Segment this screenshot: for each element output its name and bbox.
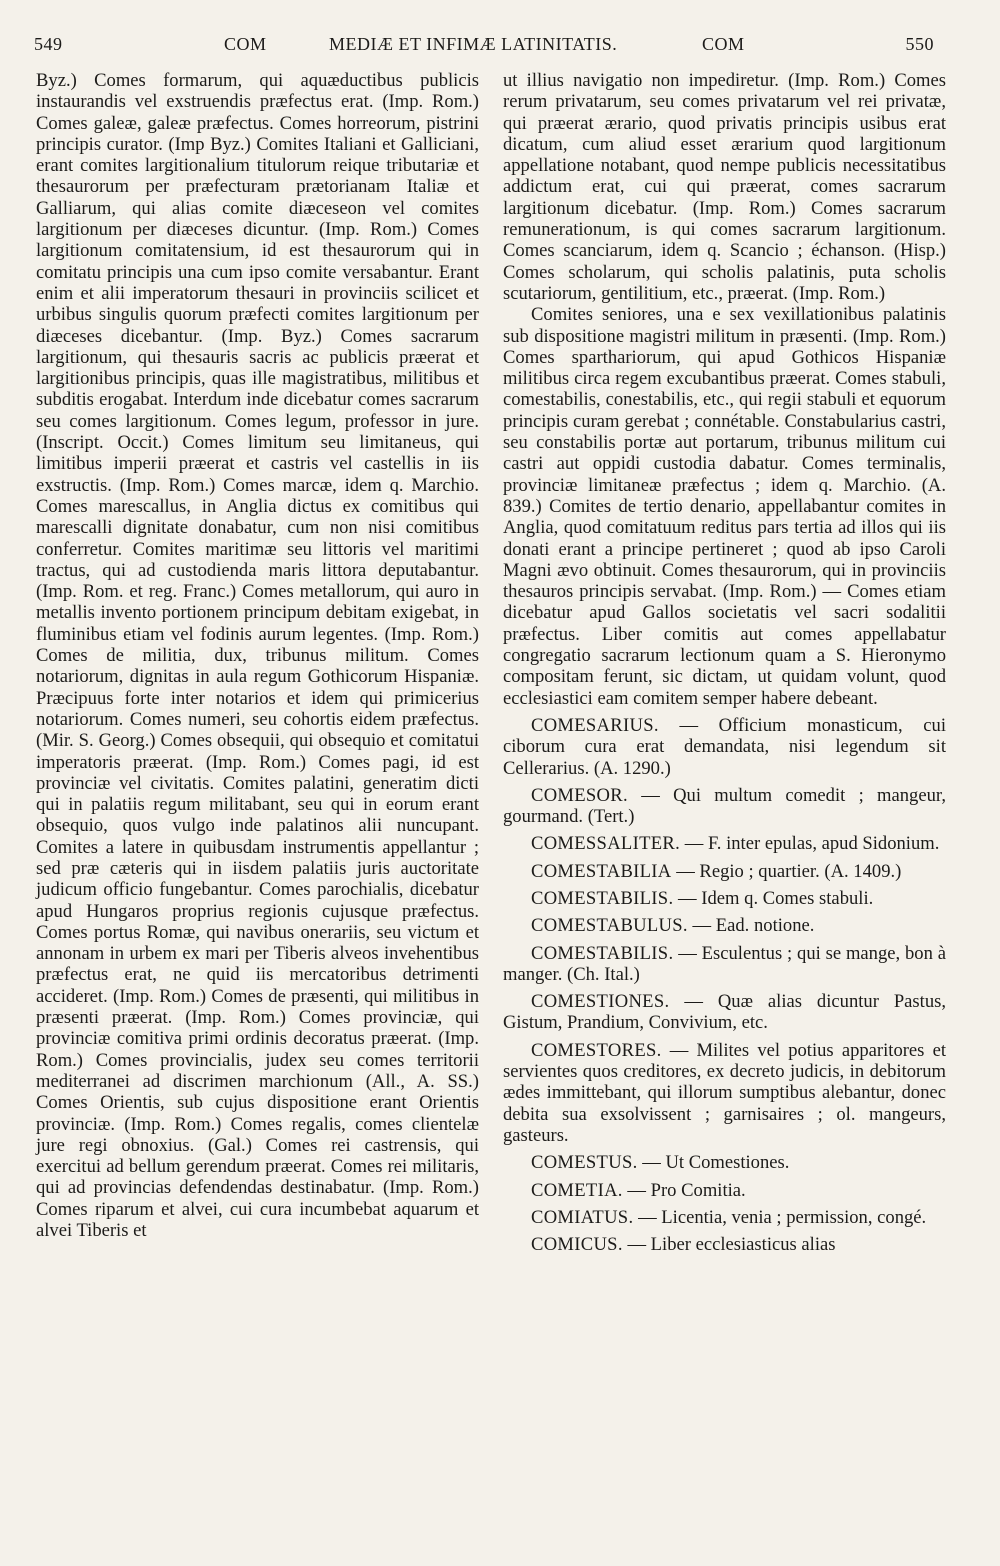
right-column xyxy=(503,70,946,1255)
entry-definition: — Quæ alias dicuntur Pastus, Gistum, Prandium, Convivium, etc. xyxy=(503,991,947,1034)
entry-definition: — Esculentus ; qui se mange, bon à manger. (Ch. Ital.) xyxy=(503,942,946,985)
entry-headword: COMESTABILIS. xyxy=(531,887,674,909)
comites-seniores-paragraph: Comites seniores, una e sex vexillationibus palatinis sub dispositione magistri militum in præsenti. (Imp. Rom.) Comes sparthariorum, qui apud Gothicos Hispaniæ militibus circa regem excubantibus præerat. Comes stabuli, comestabilis, conestabilis, etc., qui regii stabuli et equorum principis curam gerebat ; connétable. Constabularius castri, seu constabilis portæ aut portarum, tribunus militum cui castri aut oppidi custodia dabatur. Comes terminalis, provinciæ limitaneæ præfectus ; idem q. Marchio. (A. 839.) Comites de tertio denario, appellabantur comites in Anglia, quod comitatuum reditus pars tertia ad illos qui iis donati erant a principe pertineret ; quod ab ipso Caroli Magni ævo obtinuit. Comes thesaurorum, qui in provinciis thesauros principis servabat. (Imp. Rom.) — Comes etiam dicebatur apud Gallos societatis vel sacri sodalitii præfectus. Liber comitis aut comes appellabatur congregatio sacrarum lectionum quam a S. Hieronymo compositam ferunt, sic dictam, ut quidam volunt, quod ecclesiastici eam comitem semper habere debeant. xyxy=(503,304,946,709)
entry-cometia xyxy=(503,1180,946,1201)
entry-definition: — Licentia, venia ; permission, congé. xyxy=(638,1206,927,1228)
entry-headword: COMETIA. xyxy=(531,1179,623,1201)
entry-definition: — F. inter epulas, apud Sidonium. xyxy=(684,833,940,855)
right-page-number: 550 xyxy=(905,34,934,54)
entry-headword: COMESTORES. xyxy=(531,1039,662,1061)
entry-definition: — Pro Comitia. xyxy=(627,1179,746,1201)
entry-definition: — Milites vel potius apparitores et servientes quos creditores, ex decreto judicis, in debitorum ædes immittebant, qui illorum sumptibus alebantur, donec debita sua exsolvissent ; garnisaires ; ol. mangeurs, gasteurs. xyxy=(503,1039,947,1146)
entry-comicus xyxy=(503,1234,946,1255)
entry-comestabulus xyxy=(503,915,946,936)
entry-definition: — Qui multum comedit ; mangeur, gourmand. (Tert.) xyxy=(503,784,946,828)
left-column-text: Byz.) Comes formarum, qui aquæductibus publicis instaurandis vel exstruendis præfectus erat. (Imp. Rom.) Comes galeæ, galeæ præfectus. Comes horreorum, pistrini principis curator. (Imp Byz.) Comites Italiani et Galliciani, erant comites largitionalium titulorum reique tributariæ et thesaurorum per præfecturam prætorianam Italiæ et Galliarum, qui alias comite diæceseon vel comites largitionum per diæceses dicuntur. (Imp. Rom.) Comes largitionum comitatensium, id est thesaurorum qui in comitatu principis una cum ipso comite versabantur. Erant enim et alii imperatorum thesauri in provinciis scilicet et urbibus singulis quorum præfecti comites largitionum per diæceses dicebantur. (Imp. Byz.) Comes sacrarum largitionum, qui thesauris sacris ac publicis præerat et largitionibus principis, quas ille magistratibus, militibus et subditis erogabat. Interdum inde dicebatur comes sacrarum seu comes largitionum. Comes legum, professor in jure. (Inscript. Occit.) Comes limitum seu limitaneus, qui limitibus imperii præerat et castris vel castellis in iis exstructis. (Imp. Rom.) Comes marcæ, idem q. Marchio. Comes marescallus, in Anglia dictus ex comitibus qui marescalli dignitate donabatur, cum non nisi comitibus conferretur. Comites maritimæ seu littoris vel maritimi tractus, qui ad custodienda maris littora deputabantur. (Imp. Rom. et reg. Franc.) Comes metallorum, qui auro in metallis invento portionem principum debitam exigebat, in fluminibus etiam vel fodinis aurum legentes. (Imp. Rom.) Comes de militia, dux, tribunus militum. Comes notariorum, dignitas in aula regum Gothicorum Hispaniæ. Præcipuus forte inter notarios et idem qui primicerius notariorum. Comes numeri, seu cohortis eidem præfectus. (Mir. S. Georg.) Comes obsequii, qui obsequio et comitatui imperatoris præerat. (Imp. Rom.) Comes pagi, id est provinciæ vel civitatis. Comites palatini, generatim dicti qui in palatiis regum militabant, seu qui in eorum erant obsequio, quos vulgo inde palatinos alii nuncupant. Comites a latere in quibusdam instrumentis appellantur ; sed præ cæteris qui in iisdem palatiis juris auctoritate judicum officio fungebantur. Comes parochialis, dicebatur apud Hungaros proprius regionis cujusque præfectus. Comes portus Romæ, qui navibus onerariis, seu victum et annonam in urbem ex mari per Tiberis alveos invehentibus præfectus erat, ne quid iis mercatoribus detrimenti accideret. (Imp. Rom.) Comes de præsenti, qui militibus in præsenti præerat. (Imp. Rom.) Comes provinciæ, qui provinciæ comitiva primi ordinis decoratus præerat. (Imp. Rom.) Comes provincialis, judex seu comes territorii mediterranei ad discrimen marchionum (All., A. SS.) Comes Orientis, sub cujus dispositione erant Orientis provinciæ. (Imp. Rom.) Comes regalis, comes clientelæ jure regi obnoxius. (Gal.) Comes rei castrensis, qui exercitui ad bellum gerendum præerat. Comes rei militaris, qui ad provincias defendendas destinabatur. (Imp. Rom.) Comes riparum et alvei, cui cura incumbebat aquarum et alvei Tiberis et xyxy=(36,70,479,1242)
entry-comestiones xyxy=(503,991,946,1034)
entry-definition: — Ead. notione. xyxy=(692,915,815,937)
right-guide-word: COM xyxy=(702,34,745,54)
entry-headword: COMIATUS. xyxy=(531,1206,634,1228)
entry-headword: COMESARIUS. xyxy=(531,714,659,736)
entry-comiatus xyxy=(503,1207,946,1228)
left-column xyxy=(36,70,479,1241)
entry-headword: COMESTUS. xyxy=(531,1152,638,1174)
entry-definition: — Ut Comestiones. xyxy=(642,1152,790,1174)
entry-comessaliter xyxy=(503,833,946,854)
entry-headword: COMESTABILIA xyxy=(531,860,672,882)
entry-comestabilia xyxy=(503,861,946,882)
entry-comesarius xyxy=(503,715,946,779)
entry-definition: — Regio ; quartier. (A. 1409.) xyxy=(676,860,902,882)
entry-headword: COMESSALITER. xyxy=(531,833,681,855)
entry-definition: — Liber ecclesiasticus alias xyxy=(627,1234,836,1256)
entry-definition: — Idem q. Comes stabuli. xyxy=(678,887,874,909)
entry-headword: COMESTABULUS. xyxy=(531,915,688,937)
left-guide-word: COM xyxy=(224,34,267,54)
entry-headword: COMICUS. xyxy=(531,1234,623,1256)
dictionary-title: MEDIÆ ET INFIMÆ LATINITATIS. xyxy=(329,34,618,54)
left-page-number: 549 xyxy=(34,34,63,54)
continuation-text: ut illius navigatio non impediretur. (Imp. Rom.) Comes rerum privatarum, seu comes privatarum vel rei privatæ, qui præerat ærario, quod privatis principis usibus erat dicatum, cum aliud esset ærarium quod largitionum appellatione notabant, quod nempe publicis necessitatibus addictum erat, cui qui præerat, comes sacrarum largitionum dicebatur. (Imp. Rom.) Comes sacrarum remunerationum, is qui comes sacrarum largitionum. Comes scanciarum, idem q. Scancio ; échanson. (Hisp.) Comes scholarum, qui scholis palatinis, puta scholis scutariorum, gentilitium, etc., præerat. (Imp. Rom.) xyxy=(503,70,946,304)
entry-definition: — Officium monasticum, cui ciborum cura erat demandata, nisi legendum sit Cellerarius. (A. 1290.) xyxy=(503,714,946,779)
entry-headword: COMESOR. xyxy=(531,784,628,806)
entry-comesor xyxy=(503,785,946,828)
entry-comestus xyxy=(503,1152,946,1173)
entry-headword: COMESTIONES. xyxy=(531,991,670,1013)
entry-comestores xyxy=(503,1040,946,1146)
entry-headword: COMESTABILIS. xyxy=(531,942,674,964)
running-head xyxy=(34,34,934,60)
entry-comestabilis-1 xyxy=(503,888,946,909)
entry-comestabilis-2 xyxy=(503,943,946,986)
